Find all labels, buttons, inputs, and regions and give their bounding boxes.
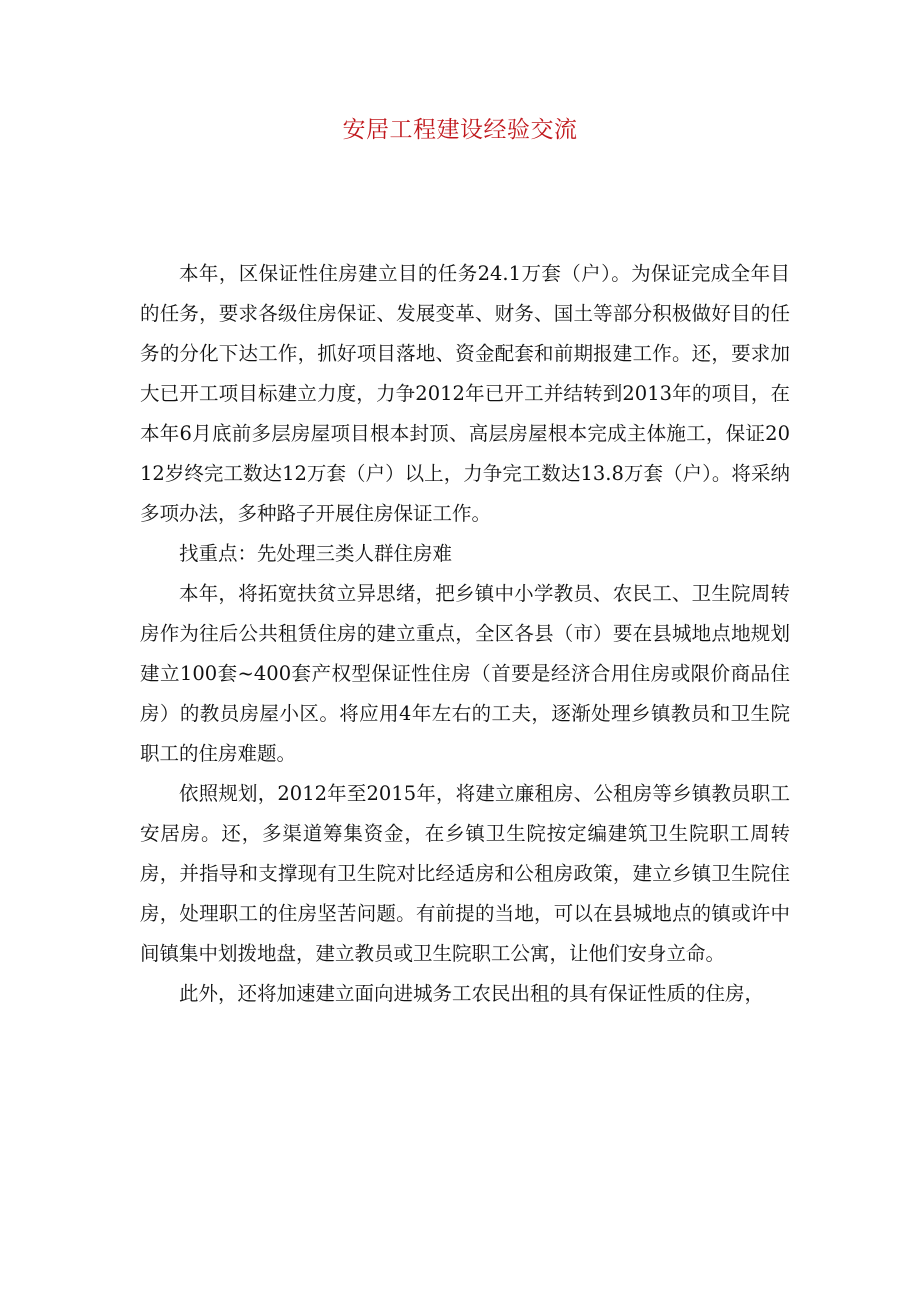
paragraph-teacher-housing: 本年，将拓宽扶贫立异思绪，把乡镇中小学教员、农民工、卫生院周转房作为往后公共租赁住房的建立重点，全区各县（市）要在县城地点地规划建立100套~400套产权型保证性住房（首要是经济合用住房或限价商品住房）的教员房屋小区。将应用4年左右的工夫，逐渐处理乡镇教员和卫生院职工的住房难题。 [140, 582, 790, 765]
paragraph-task-overview: 本年，区保证性住房建立目的任务24.1万套（户）。为保证完成全年目的任务，要求各级住房保证、发展变革、财务、国土等部分积极做好目的任务的分化下达工作，抓好项目落地、资金配套和前期报建工作。还，要求加大已开工项目标建立力度，力争2012年已开工并结转到2013年的项目，在本年6月底前多层房屋项目根本封顶、高层房屋根本完成主体施工，保证2012岁终完工数达12万套（户）以上，力争完工数达13.8万套（户）。将采纳多项办法，多种路子开展住房保证工作。 [140, 262, 790, 525]
paragraph-migrant-housing: 此外，还将加速建立面向进城务工农民出租的具有保证性质的住房， [179, 982, 765, 1005]
section-heading: 找重点：先处理三类人群住房难 [179, 542, 453, 565]
document-title: 安居工程建设经验交流 [342, 117, 578, 143]
document-body [140, 254, 790, 1014]
paragraph-plan-2012-2015: 依照规划，2012年至2015年，将建立廉租房、公租房等乡镇教员职工安居房。还，多渠道筹集资金，在乡镇卫生院按定编建筑卫生院职工周转房，并指导和支撑现有卫生院对比经适房和公租房政策，建立乡镇卫生院住房，处理职工的住房坚苦问题。有前提的当地，可以在县城地点的镇或许中间镇集中划拨地盘，建立教员或卫生院职工公寓，让他们安身立命。 [140, 782, 790, 965]
